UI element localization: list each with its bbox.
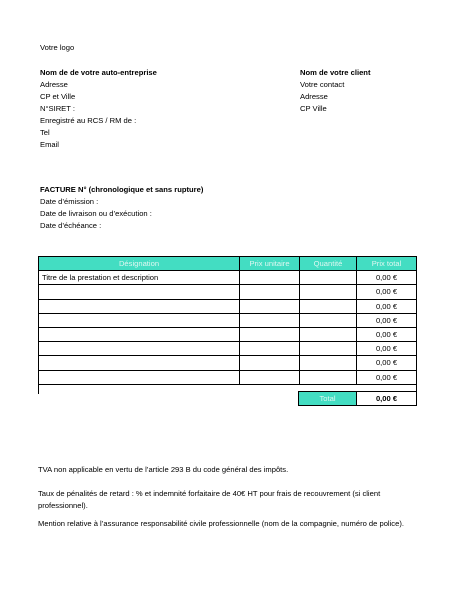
cell-unit-price[interactable]	[240, 285, 300, 299]
cell-quantity[interactable]	[300, 271, 357, 285]
header-quantity: Quantité	[300, 257, 357, 271]
cell-total: 0,00 €	[357, 356, 417, 370]
invoice-table	[38, 256, 417, 394]
table-row	[39, 299, 417, 313]
cell-quantity[interactable]	[300, 285, 357, 299]
table-row	[39, 370, 417, 384]
seller-rcs: Enregistré au RCS / RM de :	[40, 116, 137, 125]
cell-total: 0,00 €	[357, 299, 417, 313]
table-header-row	[39, 257, 417, 271]
cell-total: 0,00 €	[357, 285, 417, 299]
table-row	[39, 271, 417, 285]
seller-tel: Tel	[40, 128, 50, 137]
client-address: Adresse	[300, 92, 328, 101]
total-row	[299, 392, 417, 406]
cell-unit-price[interactable]	[240, 356, 300, 370]
client-city: CP Ville	[300, 104, 327, 113]
cell-designation[interactable]	[39, 342, 240, 356]
cell-quantity[interactable]	[300, 356, 357, 370]
cell-designation[interactable]	[39, 370, 240, 384]
cell-quantity[interactable]	[300, 370, 357, 384]
cell-unit-price[interactable]	[240, 327, 300, 341]
cell-quantity[interactable]	[300, 313, 357, 327]
seller-siret: N°SIRET :	[40, 104, 75, 113]
invoice-title: FACTURE N° (chronologique et sans rupture)	[40, 185, 204, 194]
logo-placeholder: Votre logo	[40, 43, 75, 52]
cell-quantity[interactable]	[300, 299, 357, 313]
cell-unit-price[interactable]	[240, 313, 300, 327]
cell-unit-price[interactable]	[240, 370, 300, 384]
total-table	[298, 391, 417, 406]
delivery-date: Date de livraison ou d’exécution :	[40, 209, 152, 218]
cell-total: 0,00 €	[357, 271, 417, 285]
table-row	[39, 285, 417, 299]
issue-date: Date d’émission :	[40, 197, 99, 206]
seller-email: Email	[40, 140, 59, 149]
cell-designation[interactable]	[39, 285, 240, 299]
tva-note: TVA non applicable en vertu de l’article 293 B du code général des impôts.	[38, 465, 289, 474]
cell-total: 0,00 €	[357, 327, 417, 341]
insurance-note: Mention relative à l’assurance responsabilité civile professionnelle (nom de la compagnie, numéro de police).	[38, 519, 404, 528]
cell-designation[interactable]	[39, 327, 240, 341]
penalties-note: Taux de pénalités de retard : % et indemnité forfaitaire de 40€ HT pour frais de recouvrement (si client professionnel).	[38, 489, 381, 510]
cell-unit-price[interactable]	[240, 299, 300, 313]
header-unit-price: Prix unitaire	[240, 257, 300, 271]
seller-address: Adresse	[40, 80, 68, 89]
table-row	[39, 313, 417, 327]
cell-designation[interactable]	[39, 299, 240, 313]
client-contact: Votre contact	[300, 80, 345, 89]
cell-total: 0,00 €	[357, 313, 417, 327]
table-row	[39, 342, 417, 356]
cell-designation[interactable]	[39, 313, 240, 327]
cell-quantity[interactable]	[300, 342, 357, 356]
seller-name: Nom de de votre auto-entreprise	[40, 68, 157, 77]
table-row	[39, 356, 417, 370]
cell-designation[interactable]	[39, 356, 240, 370]
seller-city: CP et Ville	[40, 92, 76, 101]
due-date: Date d’échéance :	[40, 221, 102, 230]
total-label: Total	[299, 392, 357, 406]
header-designation: Désignation	[39, 257, 240, 271]
cell-total: 0,00 €	[357, 342, 417, 356]
client-name: Nom de votre client	[300, 68, 371, 77]
cell-quantity[interactable]	[300, 327, 357, 341]
header-total: Prix total	[357, 257, 417, 271]
cell-unit-price[interactable]	[240, 271, 300, 285]
cell-total: 0,00 €	[357, 370, 417, 384]
total-value: 0,00 €	[357, 392, 417, 406]
cell-designation[interactable]: Titre de la prestation et description	[39, 271, 240, 285]
table-row	[39, 327, 417, 341]
cell-unit-price[interactable]	[240, 342, 300, 356]
